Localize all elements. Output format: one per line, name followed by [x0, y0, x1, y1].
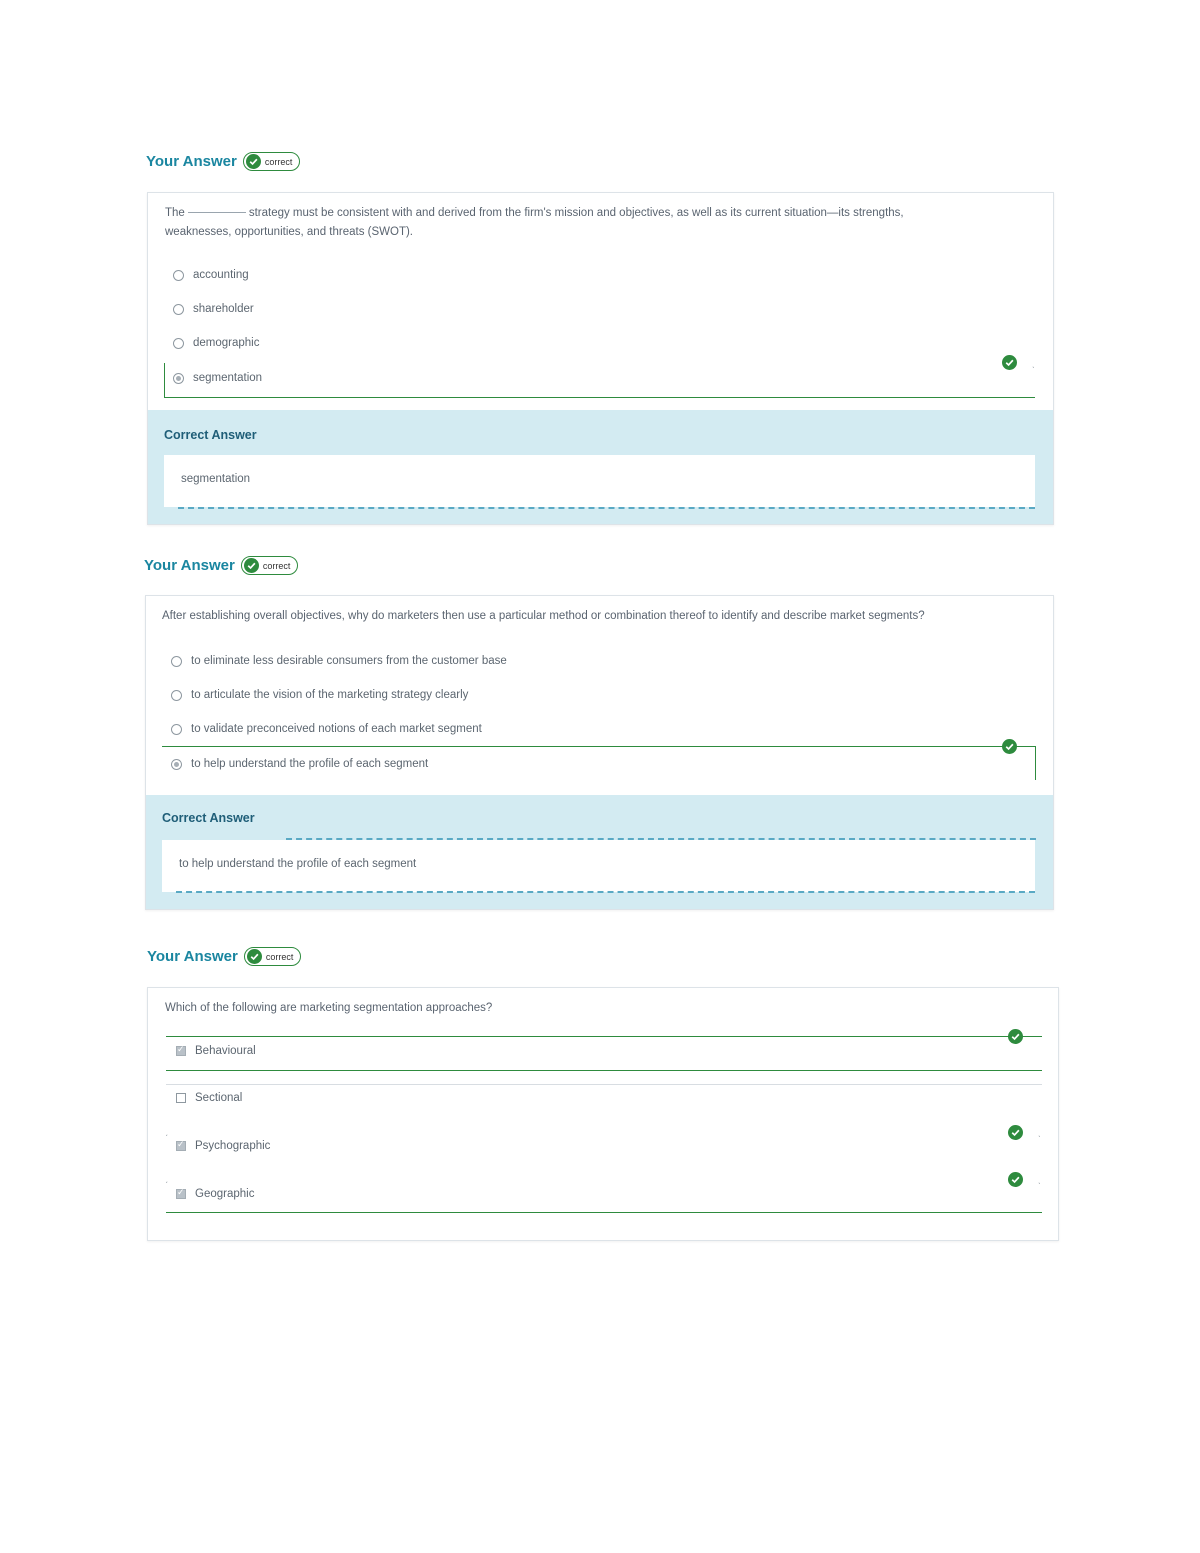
- option-geographic[interactable]: [176, 1188, 254, 1200]
- tick-mark: ˏ: [165, 1173, 168, 1183]
- option-label: Sectional: [195, 1092, 243, 1104]
- option-shareholder[interactable]: [173, 303, 254, 315]
- question-text: After establishing overall objectives, why do marketers then use a particular method or combination thereof to identify and describe market segments?: [162, 610, 925, 622]
- correct-answer-box: [164, 455, 1035, 507]
- badge-label: correct: [264, 156, 293, 167]
- q2-answer-header: [144, 556, 298, 575]
- check-circle-icon: [1002, 739, 1017, 754]
- correct-badge: [243, 152, 301, 171]
- option-help-understand[interactable]: [171, 758, 428, 770]
- correct-answer-title: Correct Answer: [162, 811, 255, 825]
- blank-line: [188, 212, 246, 213]
- tick-mark: ˎ: [1032, 358, 1035, 368]
- option-label: to articulate the vision of the marketing strategy clearly: [191, 689, 469, 701]
- your-answer-title: Your Answer: [147, 948, 238, 965]
- question-text: The strategy must be consistent with and derived from the firm's mission and objectives, as well as its current situation—its strengths, weaknesses, opportunities, and threats (SWOT).: [165, 207, 904, 238]
- checkbox-checked[interactable]: [176, 1189, 186, 1199]
- q3-card: [147, 987, 1059, 1241]
- check-circle-icon: [1008, 1029, 1023, 1044]
- radio-button[interactable]: [173, 270, 184, 281]
- option-psychographic[interactable]: [176, 1140, 270, 1152]
- option-label: Psychographic: [195, 1140, 271, 1152]
- option-label: segmentation: [193, 372, 263, 384]
- correct-answer-text: segmentation: [181, 473, 251, 485]
- tick-mark: ˏ: [165, 1126, 168, 1136]
- option-articulate[interactable]: [171, 689, 468, 701]
- option-label: Geographic: [195, 1188, 255, 1200]
- correct-answer-box: [162, 840, 1035, 892]
- option-segmentation[interactable]: [173, 372, 262, 384]
- q1-card: [147, 192, 1054, 525]
- checkbox[interactable]: [176, 1093, 186, 1103]
- q3-answer-header: [147, 947, 301, 966]
- option-eliminate[interactable]: [171, 655, 507, 667]
- selected-top-border: [162, 746, 1035, 747]
- selected-bottom-border: [166, 1070, 1042, 1071]
- radio-button[interactable]: [171, 724, 182, 735]
- checkbox-checked[interactable]: [176, 1046, 186, 1056]
- check-circle-icon: [247, 949, 262, 964]
- radio-button[interactable]: [171, 690, 182, 701]
- option-accounting[interactable]: [173, 269, 249, 281]
- radio-button[interactable]: [173, 304, 184, 315]
- selected-right-border: [1035, 746, 1036, 780]
- radio-button[interactable]: [173, 338, 184, 349]
- selected-bottom-border: [166, 1212, 1042, 1213]
- your-answer-title: Your Answer: [146, 153, 237, 170]
- dashed-divider: [176, 891, 1035, 893]
- option-label: shareholder: [193, 303, 254, 315]
- check-circle-icon: [1008, 1172, 1023, 1187]
- correct-answer-section: [146, 795, 1053, 909]
- radio-button-selected[interactable]: [171, 759, 182, 770]
- checkbox-checked[interactable]: [176, 1141, 186, 1151]
- correct-badge: [244, 947, 302, 966]
- check-circle-icon: [244, 558, 259, 573]
- check-circle-icon: [246, 154, 261, 169]
- correct-answer-text: to help understand the profile of each segment: [179, 858, 417, 870]
- divider: [166, 1084, 1042, 1085]
- option-label: Behavioural: [195, 1045, 256, 1057]
- selected-option-frame: [164, 363, 1035, 398]
- option-label: accounting: [193, 269, 249, 281]
- option-demographic[interactable]: [173, 337, 259, 349]
- option-validate[interactable]: [171, 723, 482, 735]
- badge-label: correct: [262, 560, 291, 571]
- dashed-divider: [178, 507, 1035, 509]
- q2-card: [145, 595, 1054, 910]
- selected-top-border: [166, 1036, 1042, 1037]
- option-label: demographic: [193, 337, 260, 349]
- radio-button-selected[interactable]: [173, 373, 184, 384]
- check-circle-icon: [1008, 1125, 1023, 1140]
- radio-button[interactable]: [171, 656, 182, 667]
- option-label: to help understand the profile of each segment: [191, 758, 429, 770]
- correct-badge: [241, 556, 299, 575]
- tick-mark: ˎ: [1038, 1127, 1041, 1137]
- correct-answer-title: Correct Answer: [164, 428, 257, 442]
- tick-mark: ˎ: [1038, 1174, 1041, 1184]
- badge-label: correct: [265, 951, 294, 962]
- option-label: to eliminate less desirable consumers from the customer base: [191, 655, 507, 667]
- check-circle-icon: [1002, 355, 1017, 370]
- your-answer-title: Your Answer: [144, 557, 235, 574]
- q1-answer-header: [146, 152, 300, 171]
- option-behavioural[interactable]: [176, 1045, 256, 1057]
- option-label: to validate preconceived notions of each market segment: [191, 723, 482, 735]
- correct-answer-section: [148, 410, 1053, 524]
- question-text: Which of the following are marketing segmentation approaches?: [165, 1002, 493, 1014]
- option-sectional[interactable]: [176, 1092, 242, 1104]
